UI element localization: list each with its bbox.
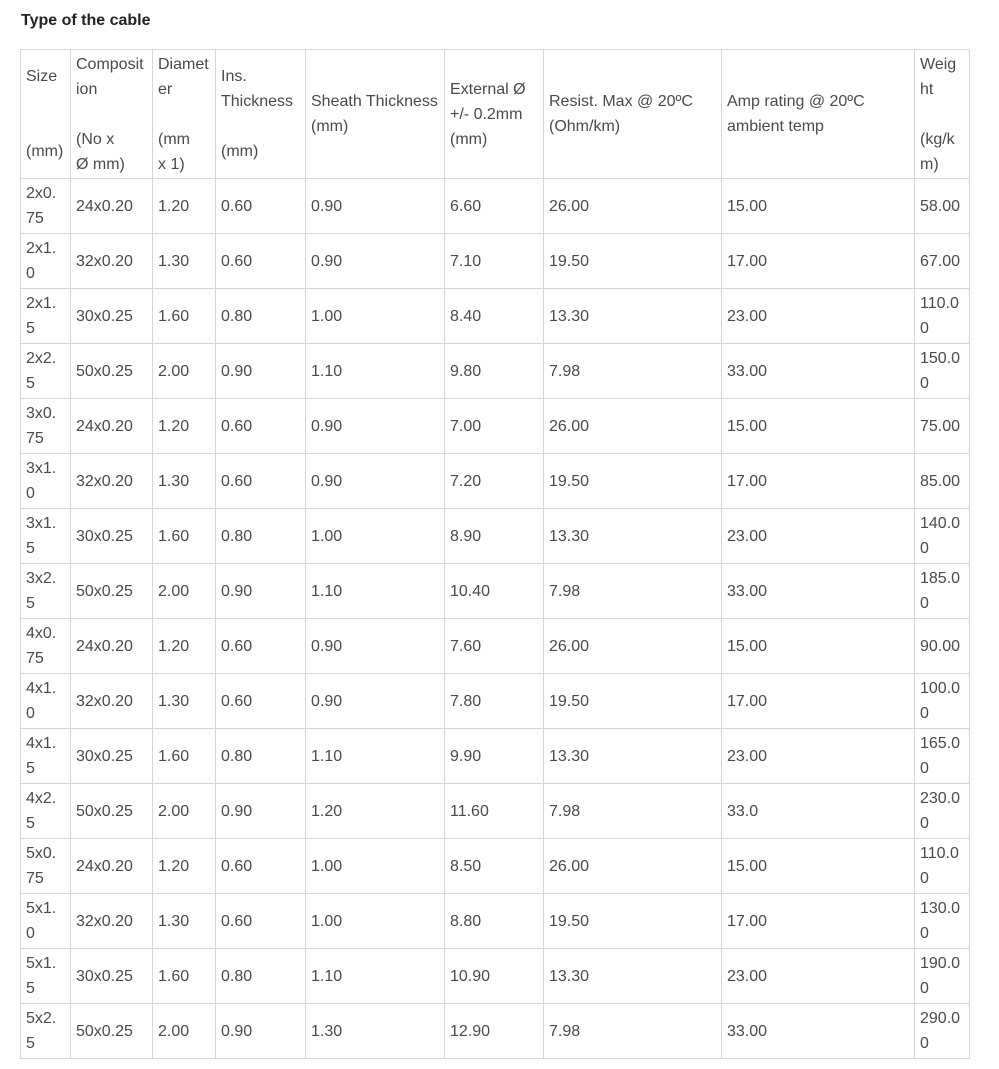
cell-amp-rating: 17.00 xyxy=(722,234,915,289)
cell-diameter: 1.30 xyxy=(153,894,216,949)
cell-ins-thickness: 0.60 xyxy=(216,179,306,234)
cell-resist-max: 19.50 xyxy=(544,234,722,289)
cell-diameter: 2.00 xyxy=(153,1004,216,1059)
cell-ins-thickness: 0.90 xyxy=(216,784,306,839)
cell-external-diameter: 9.90 xyxy=(445,729,544,784)
cell-weight: 190.00 xyxy=(915,949,970,1004)
cell-sheath-thickness: 1.00 xyxy=(306,894,445,949)
cell-external-diameter: 7.00 xyxy=(445,399,544,454)
cell-size: 3x1.5 xyxy=(21,509,71,564)
table-row xyxy=(21,179,970,234)
cell-weight: 110.00 xyxy=(915,839,970,894)
cell-diameter: 1.60 xyxy=(153,729,216,784)
cell-amp-rating: 17.00 xyxy=(722,674,915,729)
cell-amp-rating: 23.00 xyxy=(722,289,915,344)
column-header-composition xyxy=(71,50,153,179)
cell-weight: 185.00 xyxy=(915,564,970,619)
cell-external-diameter: 11.60 xyxy=(445,784,544,839)
table-row xyxy=(21,234,970,289)
cell-amp-rating: 15.00 xyxy=(722,179,915,234)
cell-diameter: 1.60 xyxy=(153,509,216,564)
cell-sheath-thickness: 0.90 xyxy=(306,399,445,454)
cell-diameter: 1.20 xyxy=(153,839,216,894)
cell-resist-max: 13.30 xyxy=(544,509,722,564)
cell-sheath-thickness: 1.00 xyxy=(306,509,445,564)
cell-external-diameter: 7.60 xyxy=(445,619,544,674)
cell-weight: 75.00 xyxy=(915,399,970,454)
cell-size: 5x1.5 xyxy=(21,949,71,1004)
column-header-size xyxy=(21,50,71,179)
column-header-external-diameter xyxy=(445,50,544,179)
cell-size: 4x0.75 xyxy=(21,619,71,674)
column-header-amp-rating xyxy=(722,50,915,179)
cell-size: 3x2.5 xyxy=(21,564,71,619)
cell-amp-rating: 15.00 xyxy=(722,399,915,454)
header-label-line: ion xyxy=(76,80,98,98)
cell-weight: 130.00 xyxy=(915,894,970,949)
cell-diameter: 1.30 xyxy=(153,234,216,289)
cell-resist-max: 19.50 xyxy=(544,454,722,509)
cell-composition: 24x0.20 xyxy=(71,839,153,894)
cell-size: 3x1.0 xyxy=(21,454,71,509)
cell-resist-max: 13.30 xyxy=(544,949,722,1004)
cell-size: 4x1.5 xyxy=(21,729,71,784)
cell-resist-max: 7.98 xyxy=(544,344,722,399)
cell-weight: 85.00 xyxy=(915,454,970,509)
cell-size: 4x1.0 xyxy=(21,674,71,729)
header-label-line: er xyxy=(158,80,173,98)
cell-external-diameter: 8.90 xyxy=(445,509,544,564)
cell-ins-thickness: 0.80 xyxy=(216,729,306,784)
table-row xyxy=(21,399,970,454)
cell-sheath-thickness: 0.90 xyxy=(306,674,445,729)
cell-diameter: 1.20 xyxy=(153,399,216,454)
table-row xyxy=(21,784,970,839)
cable-spec-table xyxy=(20,49,970,1059)
cell-composition: 24x0.20 xyxy=(71,399,153,454)
cell-amp-rating: 33.00 xyxy=(722,344,915,399)
cell-composition: 24x0.20 xyxy=(71,179,153,234)
cell-weight: 230.00 xyxy=(915,784,970,839)
table-row xyxy=(21,454,970,509)
cell-diameter: 2.00 xyxy=(153,564,216,619)
cell-resist-max: 7.98 xyxy=(544,564,722,619)
header-label-line: (mm) xyxy=(450,130,488,148)
cell-size: 4x2.5 xyxy=(21,784,71,839)
column-header-ins-thickness xyxy=(216,50,306,179)
table-row xyxy=(21,509,970,564)
header-label-line: Thickness xyxy=(221,93,294,110)
cell-composition: 32x0.20 xyxy=(71,894,153,949)
cell-ins-thickness: 0.90 xyxy=(216,564,306,619)
table-row xyxy=(21,839,970,894)
cell-resist-max: 19.50 xyxy=(544,674,722,729)
column-header-diameter xyxy=(153,50,216,179)
cell-resist-max: 13.30 xyxy=(544,729,722,784)
cell-amp-rating: 17.00 xyxy=(722,454,915,509)
cell-ins-thickness: 0.60 xyxy=(216,399,306,454)
table-row xyxy=(21,564,970,619)
cell-weight: 67.00 xyxy=(915,234,970,289)
cell-weight: 140.00 xyxy=(915,509,970,564)
cell-composition: 32x0.20 xyxy=(71,674,153,729)
cell-ins-thickness: 0.90 xyxy=(216,344,306,399)
cell-ins-thickness: 0.60 xyxy=(216,234,306,289)
cell-diameter: 1.20 xyxy=(153,619,216,674)
cell-resist-max: 26.00 xyxy=(544,399,722,454)
cell-size: 2x0.75 xyxy=(21,179,71,234)
cell-composition: 50x0.25 xyxy=(71,344,153,399)
cell-resist-max: 26.00 xyxy=(544,619,722,674)
cell-weight: 100.00 xyxy=(915,674,970,729)
header-label-line: ambient temp xyxy=(727,118,824,135)
cell-external-diameter: 12.90 xyxy=(445,1004,544,1059)
header-spacer xyxy=(158,102,210,127)
header-label-line: Weig xyxy=(920,55,957,73)
header-label-line: (mm) xyxy=(221,143,259,160)
cell-composition: 50x0.25 xyxy=(71,1004,153,1059)
header-label-line: Sheath Thickness xyxy=(311,93,438,110)
cell-external-diameter: 10.40 xyxy=(445,564,544,619)
cell-sheath-thickness: 1.30 xyxy=(306,1004,445,1059)
header-label-line: (Ohm/km) xyxy=(549,118,621,135)
page-title: Type of the cable xyxy=(21,12,151,29)
table-header-row xyxy=(21,50,970,179)
cell-ins-thickness: 0.60 xyxy=(216,454,306,509)
header-label-line: ht xyxy=(920,80,934,98)
cell-weight: 290.00 xyxy=(915,1004,970,1059)
cell-sheath-thickness: 1.10 xyxy=(306,949,445,1004)
header-label-line: Ø mm) xyxy=(76,155,125,173)
table-row xyxy=(21,674,970,729)
cell-ins-thickness: 0.80 xyxy=(216,289,306,344)
header-label-line: +/- 0.2mm xyxy=(450,105,523,123)
cell-size: 2x2.5 xyxy=(21,344,71,399)
table-body xyxy=(21,50,970,1059)
header-label-line: (mm) xyxy=(311,118,349,135)
cell-ins-thickness: 0.80 xyxy=(216,949,306,1004)
cell-diameter: 1.30 xyxy=(153,454,216,509)
cell-diameter: 1.60 xyxy=(153,949,216,1004)
column-header-sheath-thickness xyxy=(306,50,445,179)
cell-composition: 50x0.25 xyxy=(71,784,153,839)
table-row xyxy=(21,1004,970,1059)
header-label-line: Amp rating @ 20ºC xyxy=(727,93,865,110)
cell-sheath-thickness: 1.10 xyxy=(306,344,445,399)
cell-sheath-thickness: 0.90 xyxy=(306,234,445,289)
header-spacer xyxy=(920,102,964,127)
cell-diameter: 1.30 xyxy=(153,674,216,729)
cell-resist-max: 13.30 xyxy=(544,289,722,344)
cell-external-diameter: 8.80 xyxy=(445,894,544,949)
cell-sheath-thickness: 0.90 xyxy=(306,454,445,509)
cell-ins-thickness: 0.60 xyxy=(216,674,306,729)
cell-sheath-thickness: 1.00 xyxy=(306,839,445,894)
cell-ins-thickness: 0.60 xyxy=(216,839,306,894)
table-row xyxy=(21,729,970,784)
header-label-line: (kg/k xyxy=(920,130,955,148)
cell-diameter: 1.20 xyxy=(153,179,216,234)
cell-size: 5x0.75 xyxy=(21,839,71,894)
cell-ins-thickness: 0.80 xyxy=(216,509,306,564)
cell-weight: 90.00 xyxy=(915,619,970,674)
cell-composition: 32x0.20 xyxy=(71,234,153,289)
cell-size: 3x0.75 xyxy=(21,399,71,454)
cell-diameter: 2.00 xyxy=(153,784,216,839)
cell-amp-rating: 23.00 xyxy=(722,509,915,564)
cell-composition: 24x0.20 xyxy=(71,619,153,674)
cell-size: 2x1.0 xyxy=(21,234,71,289)
column-header-weight xyxy=(915,50,970,179)
cell-amp-rating: 33.0 xyxy=(722,784,915,839)
header-label-line: Size xyxy=(26,68,58,85)
cell-external-diameter: 7.80 xyxy=(445,674,544,729)
cell-amp-rating: 33.00 xyxy=(722,564,915,619)
cell-weight: 150.00 xyxy=(915,344,970,399)
cell-external-diameter: 7.10 xyxy=(445,234,544,289)
cell-external-diameter: 10.90 xyxy=(445,949,544,1004)
cell-ins-thickness: 0.90 xyxy=(216,1004,306,1059)
cell-external-diameter: 9.80 xyxy=(445,344,544,399)
cell-amp-rating: 23.00 xyxy=(722,949,915,1004)
table-row xyxy=(21,949,970,1004)
cell-size: 5x2.5 xyxy=(21,1004,71,1059)
cell-external-diameter: 8.40 xyxy=(445,289,544,344)
cell-composition: 30x0.25 xyxy=(71,729,153,784)
cell-sheath-thickness: 1.10 xyxy=(306,564,445,619)
cell-composition: 30x0.25 xyxy=(71,949,153,1004)
cell-external-diameter: 6.60 xyxy=(445,179,544,234)
header-spacer xyxy=(26,114,65,139)
cell-weight: 58.00 xyxy=(915,179,970,234)
table-row xyxy=(21,619,970,674)
cell-external-diameter: 7.20 xyxy=(445,454,544,509)
cell-resist-max: 7.98 xyxy=(544,784,722,839)
header-label-line: (mm xyxy=(158,130,190,148)
cell-sheath-thickness: 1.20 xyxy=(306,784,445,839)
cell-sheath-thickness: 0.90 xyxy=(306,619,445,674)
header-label-line: Diamet xyxy=(158,55,209,73)
header-label-line: Ins. xyxy=(221,68,247,85)
cell-weight: 110.00 xyxy=(915,289,970,344)
cell-composition: 30x0.25 xyxy=(71,289,153,344)
cell-diameter: 1.60 xyxy=(153,289,216,344)
cell-sheath-thickness: 1.10 xyxy=(306,729,445,784)
cell-amp-rating: 23.00 xyxy=(722,729,915,784)
header-label-line: Resist. Max @ 20ºC xyxy=(549,93,693,110)
cell-composition: 32x0.20 xyxy=(71,454,153,509)
cell-amp-rating: 33.00 xyxy=(722,1004,915,1059)
header-label-line: (No x xyxy=(76,130,115,148)
cell-resist-max: 26.00 xyxy=(544,839,722,894)
header-spacer xyxy=(76,102,147,127)
cell-weight: 165.00 xyxy=(915,729,970,784)
cell-amp-rating: 15.00 xyxy=(722,839,915,894)
cell-amp-rating: 15.00 xyxy=(722,619,915,674)
cell-resist-max: 19.50 xyxy=(544,894,722,949)
header-spacer xyxy=(26,89,65,114)
table-row xyxy=(21,289,970,344)
cell-diameter: 2.00 xyxy=(153,344,216,399)
header-label-line: External Ø xyxy=(450,80,526,98)
table-row xyxy=(21,894,970,949)
header-label-line: (mm) xyxy=(26,143,64,160)
cell-size: 5x1.0 xyxy=(21,894,71,949)
cell-external-diameter: 8.50 xyxy=(445,839,544,894)
cell-composition: 30x0.25 xyxy=(71,509,153,564)
header-label-line: x 1) xyxy=(158,155,185,173)
cell-resist-max: 7.98 xyxy=(544,1004,722,1059)
cell-composition: 50x0.25 xyxy=(71,564,153,619)
cell-resist-max: 26.00 xyxy=(544,179,722,234)
cell-ins-thickness: 0.60 xyxy=(216,619,306,674)
header-spacer xyxy=(221,114,300,139)
header-label-line: m) xyxy=(920,155,939,173)
table-row xyxy=(21,344,970,399)
column-header-resist-max xyxy=(544,50,722,179)
cell-size: 2x1.5 xyxy=(21,289,71,344)
cell-sheath-thickness: 0.90 xyxy=(306,179,445,234)
cell-amp-rating: 17.00 xyxy=(722,894,915,949)
cell-sheath-thickness: 1.00 xyxy=(306,289,445,344)
header-label-line: Composit xyxy=(76,55,144,73)
cell-ins-thickness: 0.60 xyxy=(216,894,306,949)
